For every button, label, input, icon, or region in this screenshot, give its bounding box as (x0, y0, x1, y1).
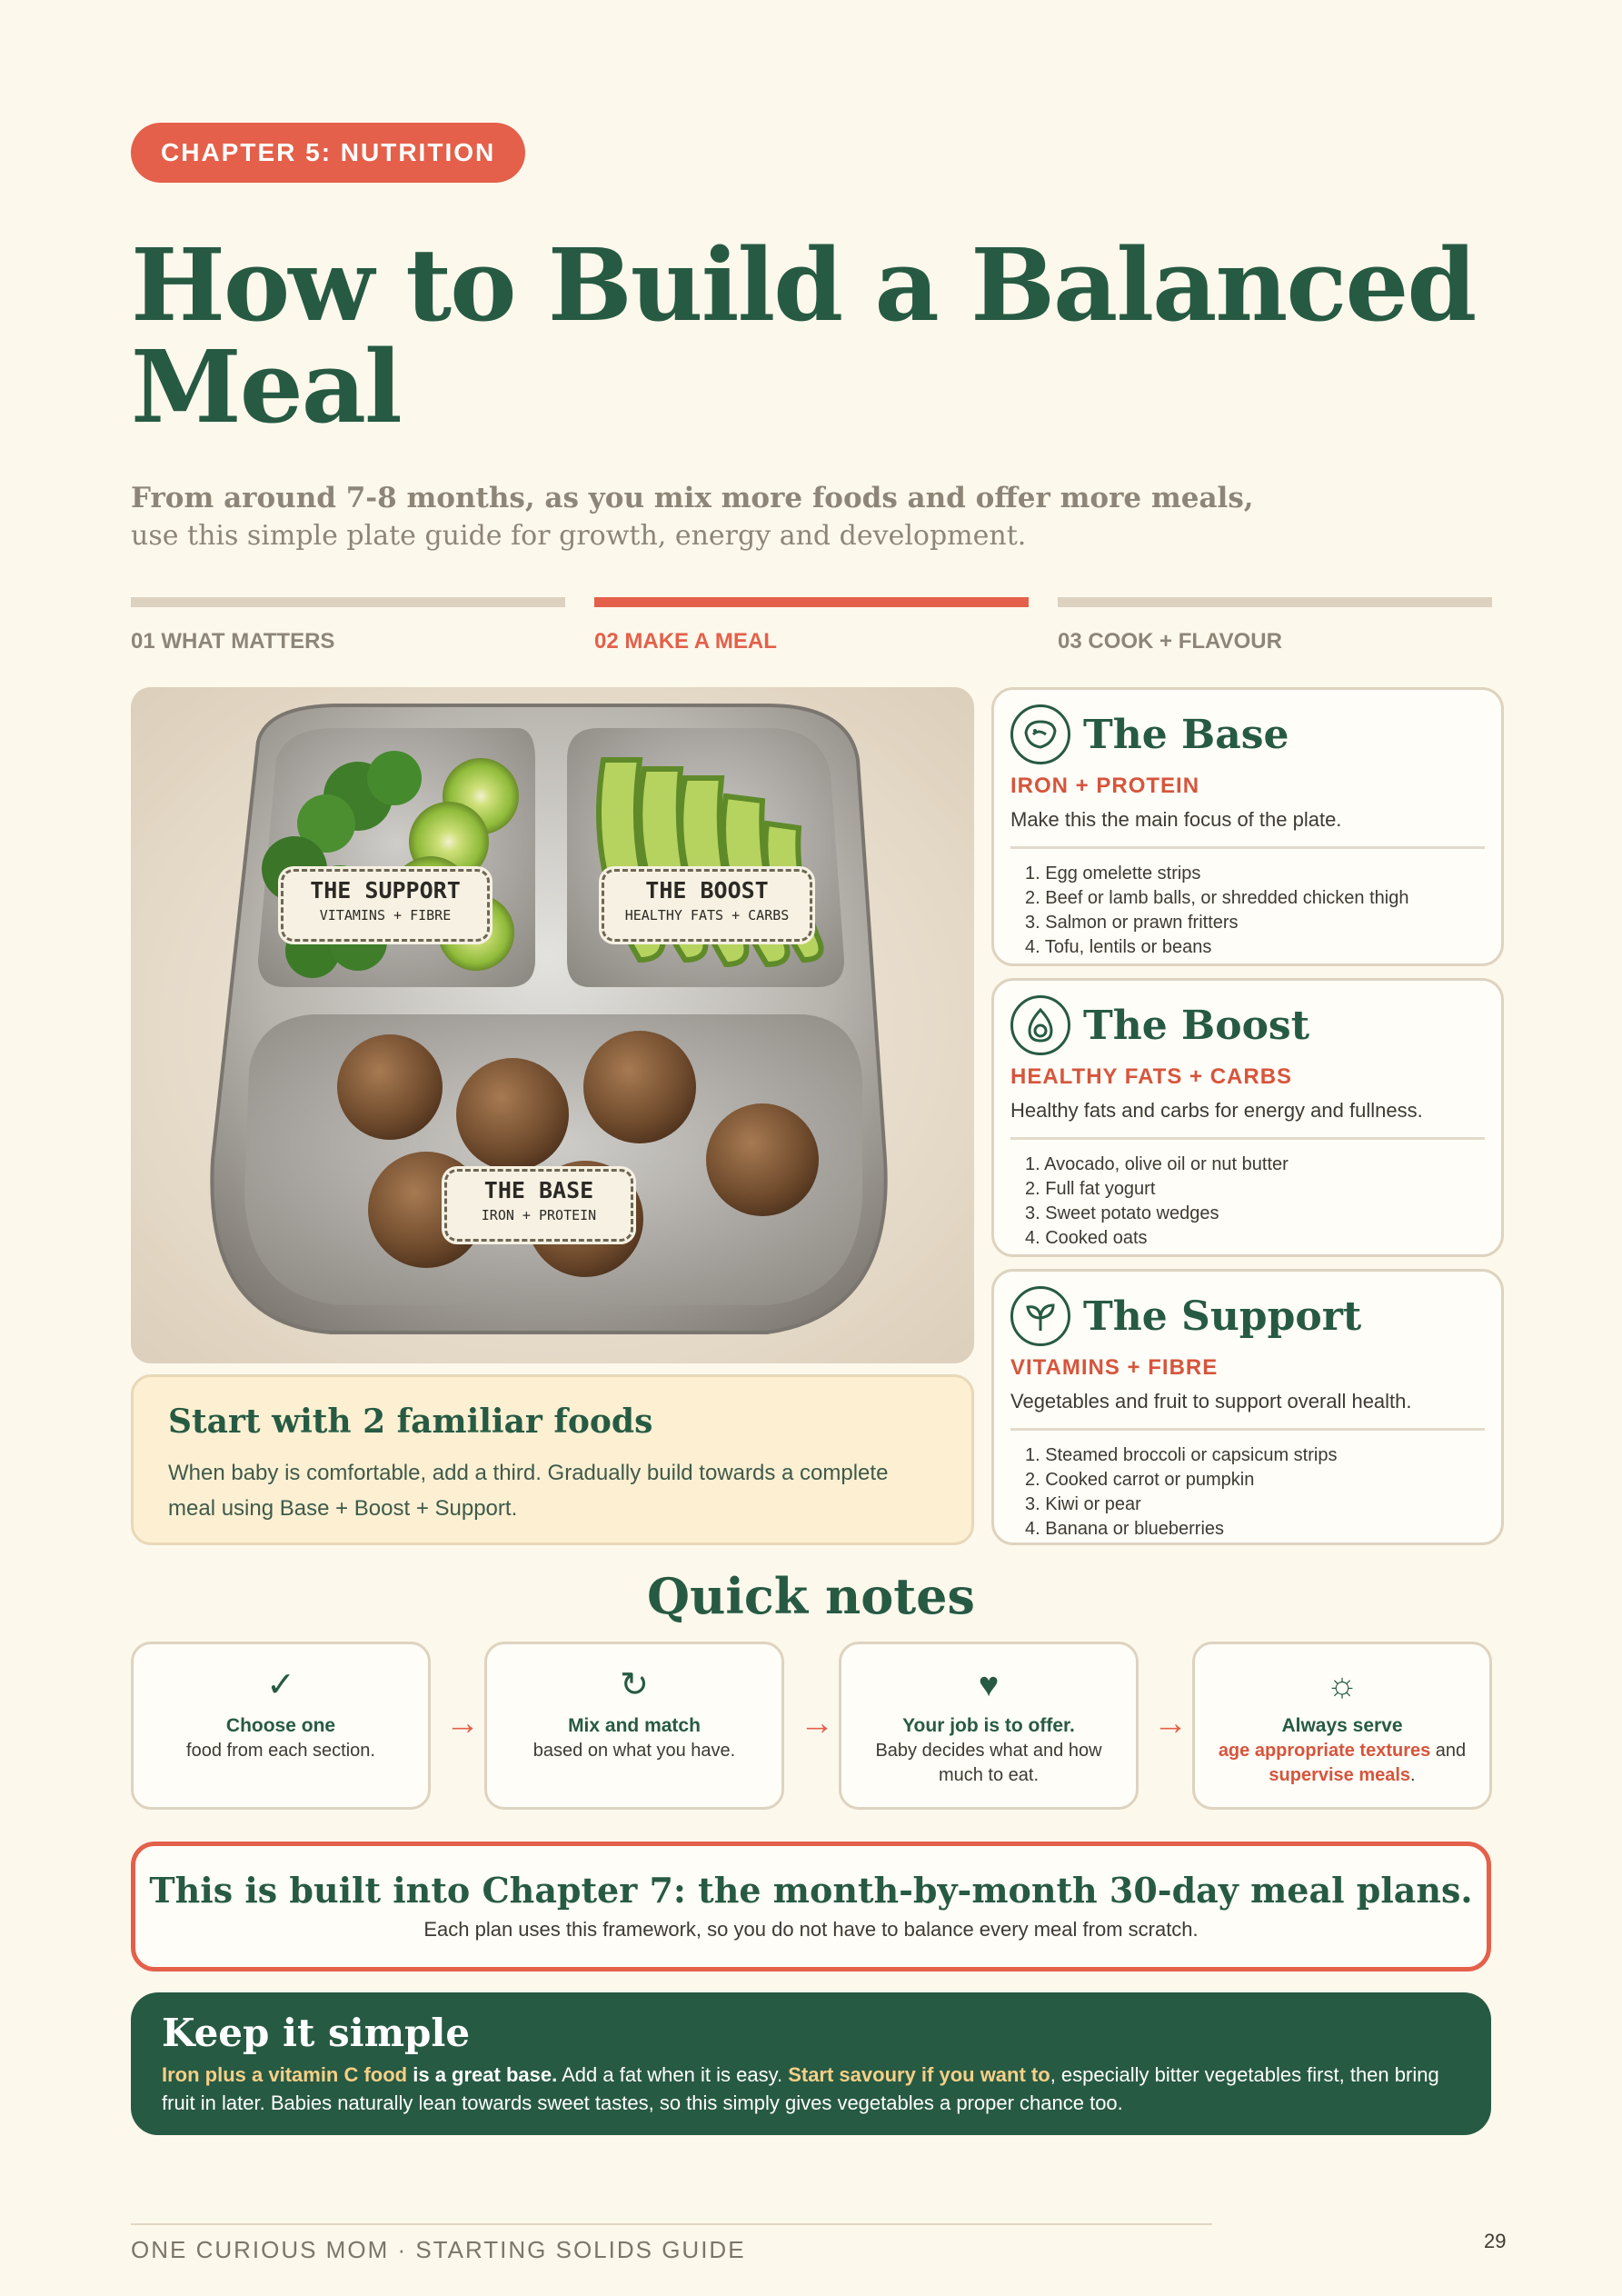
keep-text: Add a fat when it is easy. (557, 2063, 789, 2086)
refresh-icon: ↻ (620, 1666, 649, 1704)
list-item: 3. Sweet potato wedges (1025, 1203, 1219, 1223)
card-base (991, 687, 1504, 966)
arrow-icon: → (800, 1704, 834, 1742)
sun-icon: ☼ (1326, 1666, 1358, 1704)
list-item: 1. Steamed broccoli or capsicum strips (1025, 1445, 1338, 1465)
start-box-title: Start with 2 familiar foods (168, 1403, 653, 1441)
keep-simple-box (131, 1992, 1491, 2135)
card-boost-list (1010, 1153, 1485, 1251)
note-always-serve (1192, 1642, 1492, 1810)
step-bar-1 (131, 597, 565, 607)
note-text: food from each section. (186, 1741, 375, 1761)
start-box (131, 1374, 974, 1545)
divider (1010, 1137, 1485, 1140)
list-item: 2. Full fat yogurt (1025, 1179, 1156, 1199)
heart-icon: ♥ (978, 1666, 1000, 1704)
page-number: 29 (1484, 2230, 1507, 2252)
card-base-desc: Make this the main focus of the plate. (1010, 808, 1342, 831)
step-label-cook-flavour: 03 COOK + FLAVOUR (1058, 629, 1282, 654)
card-support-title: The Support (1083, 1293, 1362, 1340)
card-boost-title: The Boost (1083, 1002, 1310, 1049)
step-label-what-matters: 01 WHAT MATTERS (131, 629, 335, 654)
leaf-icon (1010, 1286, 1070, 1346)
keep-highlight: Start savoury if you want to (788, 2063, 1050, 2086)
plate-label-base-sub: IRON + PROTEIN (481, 1207, 597, 1223)
step-bar-2 (594, 597, 1029, 607)
footer-text: ONE CURIOUS MOM · STARTING SOLIDS GUIDE (131, 2236, 746, 2263)
note-bold: Choose one (225, 1715, 336, 1736)
plate-label-support-title: THE SUPPORT (310, 877, 461, 903)
list-item: 4. Cooked oats (1025, 1228, 1148, 1248)
list-item: 2. Beef or lamb balls, or shredded chicken thigh (1025, 888, 1409, 908)
plate-label-support-sub: VITAMINS + FIBRE (319, 907, 452, 923)
note-choose-one (131, 1642, 431, 1810)
plate-label-base (444, 1169, 633, 1242)
plate-label-boost-title: THE BOOST (645, 877, 769, 903)
card-support-desc: Vegetables and fruit to support overall health. (1010, 1390, 1412, 1413)
list-item: 1. Avocado, olive oil or nut butter (1025, 1154, 1289, 1174)
footer-divider (131, 2223, 1212, 2225)
note-text (1195, 1739, 1489, 1788)
plate-label-base-title: THE BASE (483, 1177, 594, 1203)
card-boost-desc: Healthy fats and carbs for energy and fullness. (1010, 1099, 1423, 1122)
start-box-body: When baby is comfortable, add a third. Gradually build towards a complete meal using Base + Boost + Support. (168, 1461, 889, 1521)
list-item: 2. Cooked carrot or pumpkin (1025, 1470, 1255, 1490)
note-mix-match (484, 1642, 784, 1810)
divider (1010, 846, 1485, 849)
note-text-end: . (1410, 1765, 1416, 1785)
chapter7-body: Each plan uses this framework, so you do not have to balance every meal from scratch. (423, 1918, 1199, 1941)
card-support-list (1010, 1443, 1485, 1542)
quick-notes-title: Quick notes (647, 1567, 975, 1625)
chapter7-title: This is built into Chapter 7: the month-by-month 30-day meal plans. (149, 1870, 1473, 1911)
card-support (991, 1269, 1504, 1545)
note-bold: Your job is to offer. (902, 1715, 1075, 1736)
check-icon: ✓ (266, 1666, 295, 1704)
list-item: 4. Tofu, lentils or beans (1025, 937, 1212, 957)
page-title: How to Build a Balanced Meal (131, 226, 1476, 445)
card-base-title: The Base (1083, 711, 1289, 758)
card-base-tag: IRON + PROTEIN (1010, 774, 1200, 798)
step-label-make-a-meal: 02 MAKE A MEAL (594, 629, 777, 654)
note-bold: Mix and match (568, 1715, 701, 1736)
subtitle-line-2: use this simple plate guide for growth, energy and development. (131, 520, 1027, 552)
plate-photo (131, 687, 974, 1363)
note-text-mid: and (1430, 1741, 1467, 1761)
arrow-icon: → (1153, 1704, 1188, 1742)
step-bar-3 (1058, 597, 1492, 607)
plate-label-boost-sub: HEALTHY FATS + CARBS (624, 907, 790, 923)
note-job-offer (839, 1642, 1139, 1810)
note-bold: Always serve (1281, 1715, 1403, 1736)
avocado-icon (1010, 995, 1070, 1055)
list-item: 3. Kiwi or pear (1025, 1494, 1141, 1514)
list-item: 3. Salmon or prawn fritters (1025, 913, 1239, 933)
arrow-icon: → (445, 1704, 480, 1742)
divider (1010, 1428, 1485, 1431)
card-base-list (1010, 862, 1485, 960)
note-highlight: age appropriate textures (1218, 1741, 1431, 1761)
keep-text: , especially bitter vegetables first, then bring fruit in later. Babies naturally lean towards sweet tastes, so this simply gives vegetables a proper chance too. (162, 2063, 1439, 2114)
liver-icon (1010, 704, 1070, 764)
plate-label-boost (602, 869, 812, 942)
plate-illustration (131, 687, 974, 1363)
note-text: based on what you have. (532, 1741, 736, 1761)
subtitle-line-1: From around 7-8 months, as you mix more foods and offer more meals, (131, 482, 1254, 514)
chapter7-callout (131, 1842, 1491, 1972)
keep-simple-title: Keep it simple (162, 2011, 471, 2055)
card-support-tag: VITAMINS + FIBRE (1010, 1355, 1219, 1380)
keep-bold: is a great base. (407, 2063, 558, 2086)
card-boost (991, 978, 1504, 1257)
note-highlight: supervise meals (1269, 1765, 1411, 1785)
keep-highlight: Iron plus a vitamin C food (162, 2063, 408, 2086)
list-item: 1. Egg omelette strips (1025, 863, 1201, 883)
keep-simple-body (162, 2061, 1460, 2117)
plate-label-support (281, 869, 490, 942)
note-text: Baby decides what and how much to eat. (875, 1741, 1102, 1785)
list-item: 4. Banana or blueberries (1025, 1519, 1225, 1539)
chapter-badge: CHAPTER 5: NUTRITION (131, 123, 525, 183)
card-boost-tag: HEALTHY FATS + CARBS (1010, 1064, 1293, 1089)
